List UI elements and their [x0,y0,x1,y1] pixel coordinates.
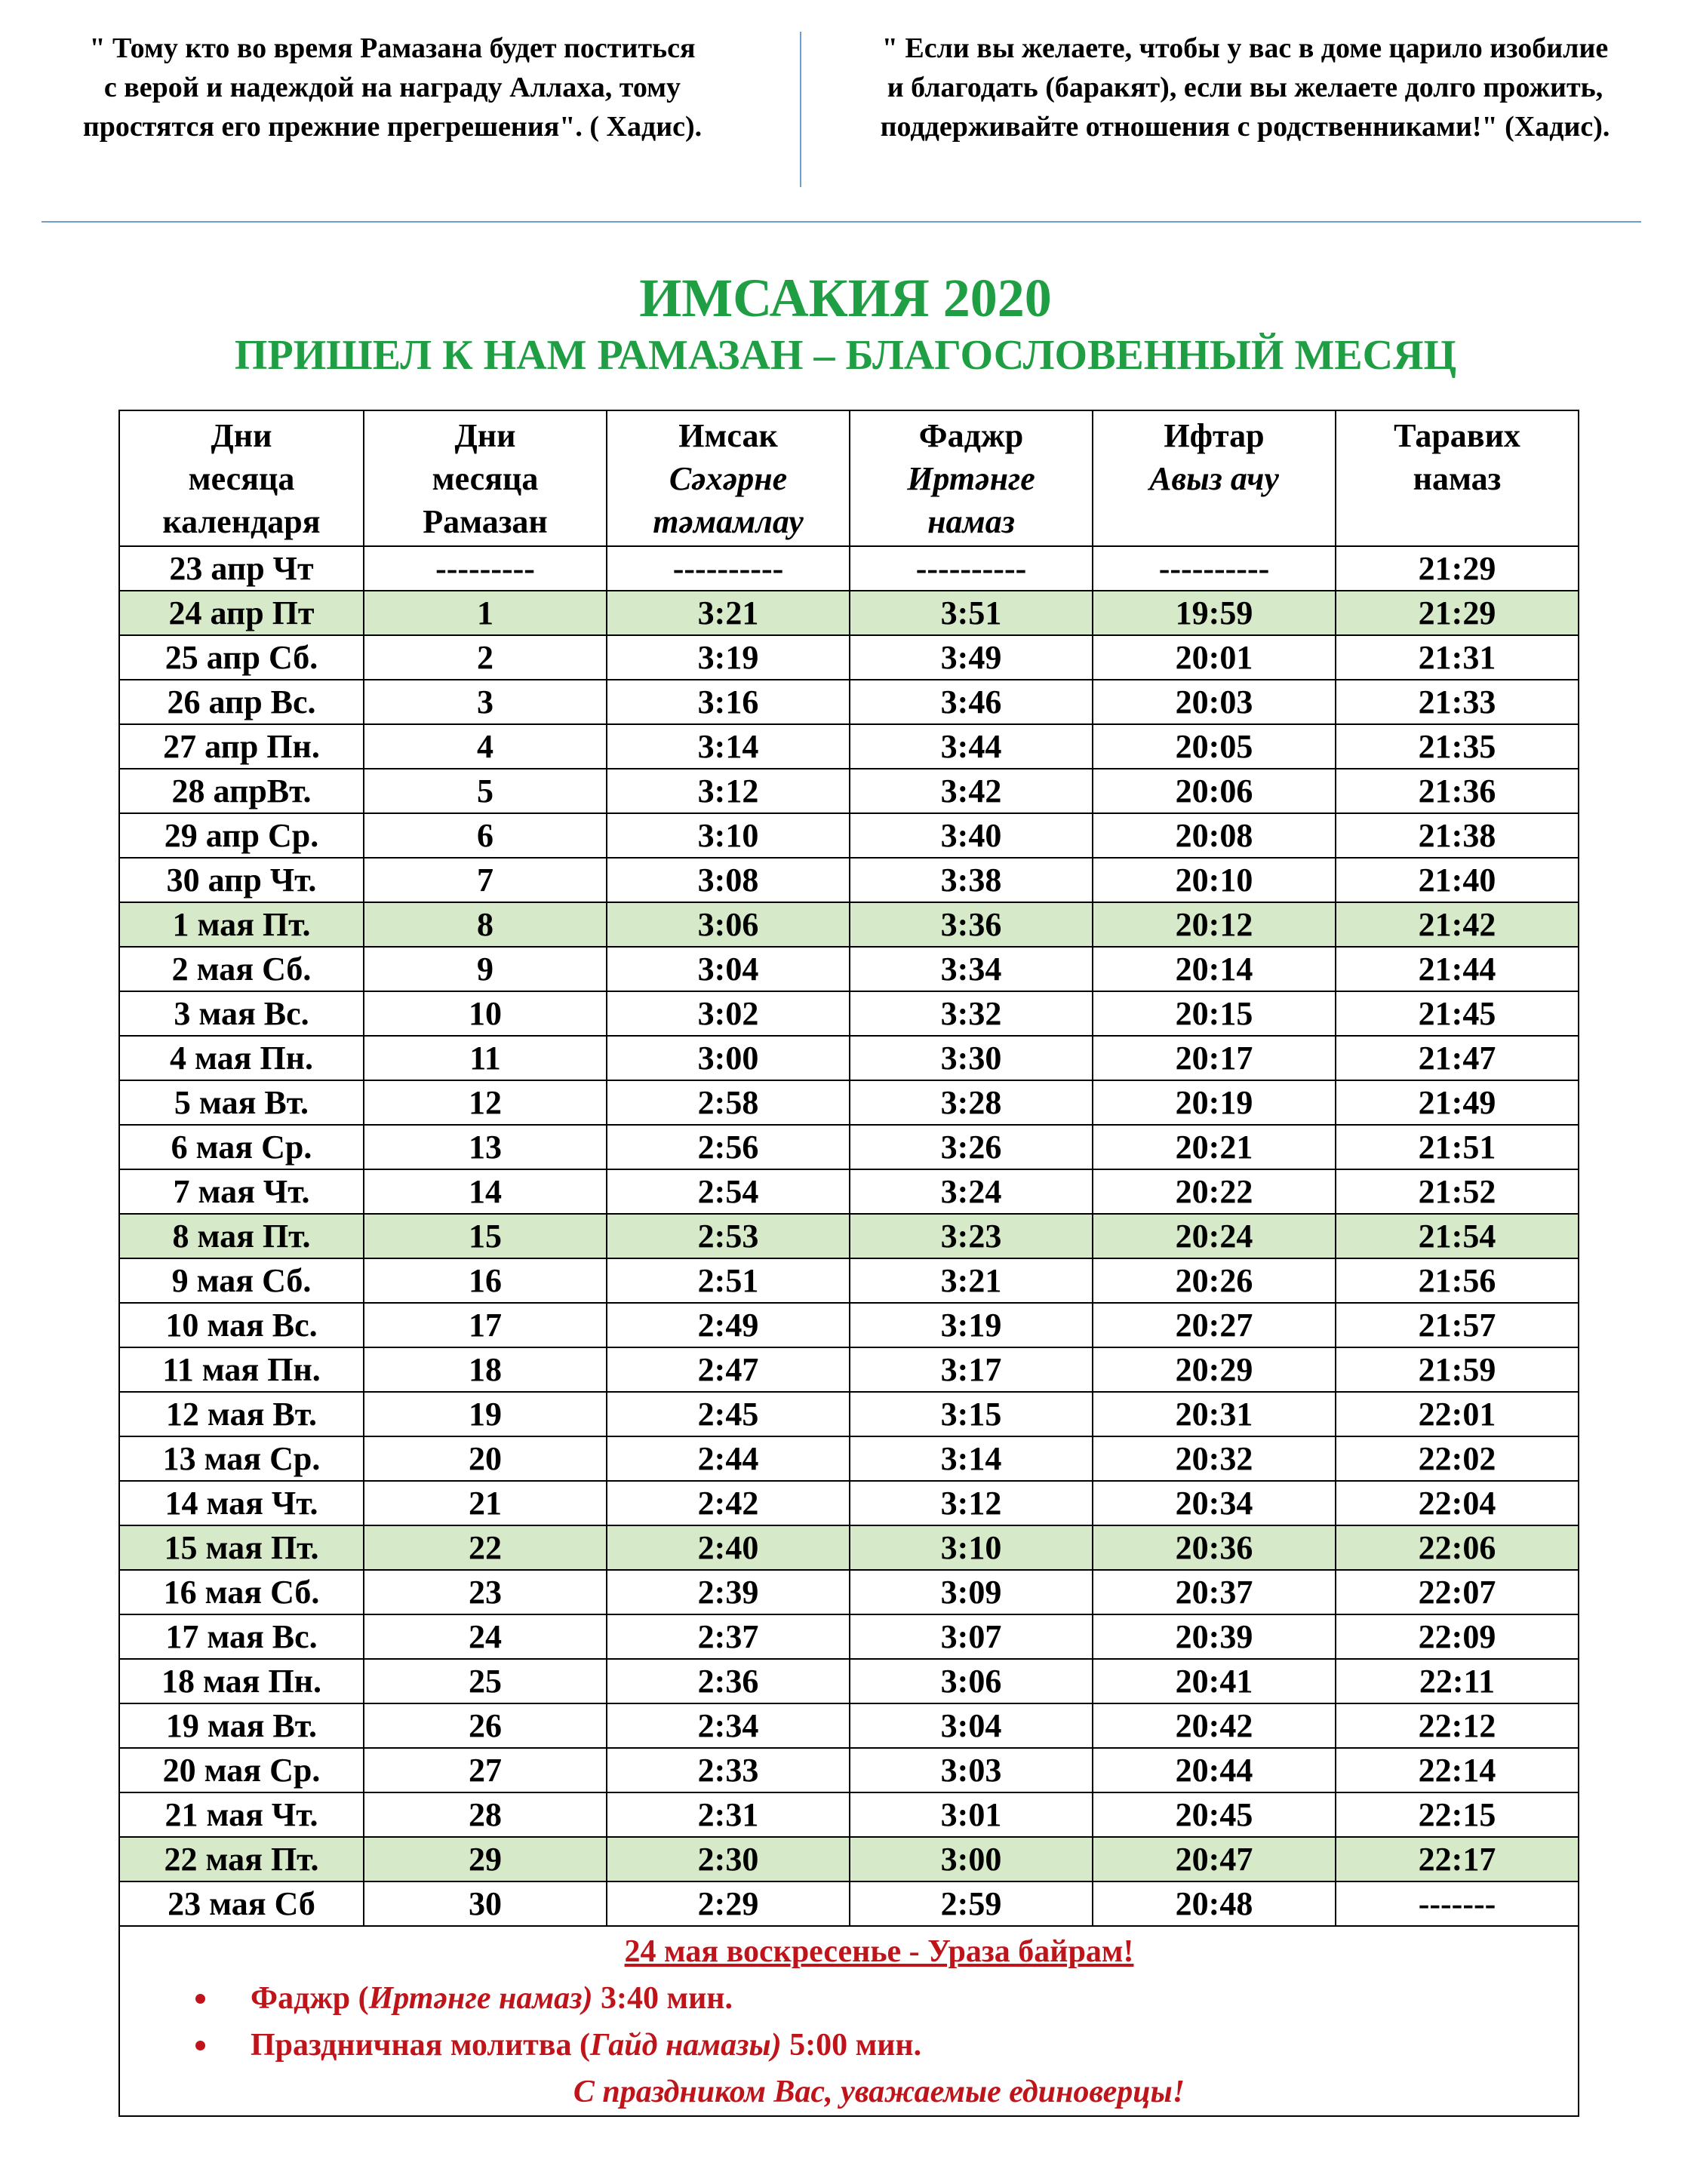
table-row [119,769,1579,813]
header-sub-line: намаз [927,503,1015,540]
fajr-cell: 2:59 [850,1881,1093,1926]
schedule-body [119,546,1579,1926]
ramadan-day-cell: 23 [364,1570,607,1614]
fajr-cell: 3:03 [850,1748,1093,1792]
fajr-cell: 3:51 [850,591,1093,635]
taraweeh-cell: 21:31 [1336,635,1579,680]
imsak-cell: 2:58 [607,1080,850,1125]
fajr-bullet [195,1975,1578,2022]
iftar-cell: 20:36 [1093,1525,1336,1570]
imsak-cell: 2:33 [607,1748,850,1792]
imsak-cell: ---------- [607,546,850,591]
date-cell: 23 апр Чт [119,546,364,591]
greeting: С праздником Вас, уважаемые единоверцы! [573,2075,1185,2109]
ramadan-day-cell: 5 [364,769,607,813]
iftar-cell: 20:39 [1093,1614,1336,1659]
header-line: Фаджр [918,417,1024,454]
imsak-cell: 2:56 [607,1125,850,1169]
date-cell: 22 мая Пт. [119,1837,364,1881]
bullet-icon [195,1994,205,2004]
fajr-cell: 3:01 [850,1792,1093,1837]
iftar-cell: 20:19 [1093,1080,1336,1125]
prayer-bullet [195,2022,1578,2069]
taraweeh-cell: 22:04 [1336,1481,1579,1525]
fajr-cell: 3:36 [850,902,1093,947]
date-cell: 3 мая Вс. [119,991,364,1036]
ramadan-day-cell: 6 [364,813,607,858]
vertical-divider [800,32,801,187]
table-row [119,1125,1579,1169]
fajr-cell: 3:19 [850,1303,1093,1347]
table-row [119,858,1579,902]
date-cell: 21 мая Чт. [119,1792,364,1837]
header-line: Дни [454,417,516,454]
table-row [119,591,1579,635]
date-cell: 19 мая Вт. [119,1703,364,1748]
table-row [119,1703,1579,1748]
iftar-cell: 20:42 [1093,1703,1336,1748]
table-row [119,1392,1579,1436]
fajr-cell: 3:26 [850,1125,1093,1169]
table-row [119,680,1579,724]
ramadan-day-cell: 21 [364,1481,607,1525]
ramadan-day-cell: 22 [364,1525,607,1570]
fajr-cell: 3:06 [850,1659,1093,1703]
taraweeh-cell: 22:02 [1336,1436,1579,1481]
imsak-cell: 2:42 [607,1481,850,1525]
taraweeh-cell: 22:07 [1336,1570,1579,1614]
taraweeh-cell: 22:14 [1336,1748,1579,1792]
fajr-cell: 3:00 [850,1837,1093,1881]
taraweeh-cell: 21:49 [1336,1080,1579,1125]
ramadan-day-cell: 8 [364,902,607,947]
fajr-cell: 3:34 [850,947,1093,991]
fajr-text: Фаджр (Иртәнге намаз) 3:40 мин. [251,1981,733,2016]
taraweeh-cell: 21:56 [1336,1258,1579,1303]
ramadan-day-cell: 3 [364,680,607,724]
imsak-cell: 2:54 [607,1169,850,1214]
iftar-cell: ---------- [1093,546,1336,591]
date-cell: 1 мая Пт. [119,902,364,947]
date-cell: 18 мая Пн. [119,1659,364,1703]
imsak-cell: 2:39 [607,1570,850,1614]
date-cell: 6 мая Ср. [119,1125,364,1169]
iftar-cell: 20:06 [1093,769,1336,813]
ramadan-day-cell: 10 [364,991,607,1036]
header-ramadan-day [364,410,607,546]
fajr-cell: 3:17 [850,1347,1093,1392]
fajr-cell: 3:44 [850,724,1093,769]
ramadan-day-cell: 20 [364,1436,607,1481]
imsak-cell: 2:53 [607,1214,850,1258]
iftar-cell: 20:26 [1093,1258,1336,1303]
iftar-cell: 20:03 [1093,680,1336,724]
taraweeh-cell: 21:38 [1336,813,1579,858]
header-sub-line: Сәхәрне [669,460,788,497]
table-row [119,902,1579,947]
imsak-cell: 3:08 [607,858,850,902]
fajr-cell: 3:07 [850,1614,1093,1659]
imsak-cell: 3:10 [607,813,850,858]
ramadan-day-cell: 13 [364,1125,607,1169]
table-row [119,1347,1579,1392]
taraweeh-cell: 22:11 [1336,1659,1579,1703]
taraweeh-cell: 22:17 [1336,1837,1579,1881]
iftar-cell: 20:14 [1093,947,1336,991]
ramadan-day-cell: 19 [364,1392,607,1436]
date-cell: 15 мая Пт. [119,1525,364,1570]
prayer-text: Праздничная молитва (Гайд намазы) 5:00 мин. [251,2028,922,2063]
date-cell: 16 мая Сб. [119,1570,364,1614]
ramadan-day-cell: 15 [364,1214,607,1258]
iftar-cell: 20:27 [1093,1303,1336,1347]
table-row [119,546,1579,591]
date-cell: 17 мая Вс. [119,1614,364,1659]
imsak-cell: 2:31 [607,1792,850,1837]
imsak-cell: 2:44 [607,1436,850,1481]
fajr-cell: 3:28 [850,1080,1093,1125]
taraweeh-cell: 22:12 [1336,1703,1579,1748]
date-cell: 8 мая Пт. [119,1214,364,1258]
imsak-cell: 2:34 [607,1703,850,1748]
ramadan-day-cell: 17 [364,1303,607,1347]
quote-left-line: простятся его прежние прегрешения". ( Хадис). [82,111,703,143]
imsak-cell: 2:40 [607,1525,850,1570]
taraweeh-cell: 21:52 [1336,1169,1579,1214]
date-cell: 9 мая Сб. [119,1258,364,1303]
fajr-cell: 3:09 [850,1570,1093,1614]
iftar-cell: 20:12 [1093,902,1336,947]
iftar-cell: 20:48 [1093,1881,1336,1926]
fajr-cell: 3:12 [850,1481,1093,1525]
quote-left-line: " Тому кто во время Рамазана будет поститься [89,32,696,64]
quote-right-line: и благодать (баракят), если вы желаете долго прожить, [887,72,1603,103]
table-row [119,1570,1579,1614]
table-row [119,1436,1579,1481]
date-cell: 23 мая Сб [119,1881,364,1926]
fajr-cell: 3:40 [850,813,1093,858]
imsak-cell: 2:51 [607,1258,850,1303]
taraweeh-cell: 21:33 [1336,680,1579,724]
date-cell: 4 мая Пн. [119,1036,364,1080]
fajr-cell: 3:23 [850,1214,1093,1258]
date-cell: 14 мая Чт. [119,1481,364,1525]
table-row [119,813,1579,858]
header-calendar-day [119,410,364,546]
iftar-cell: 20:29 [1093,1347,1336,1392]
taraweeh-cell: 21:45 [1336,991,1579,1036]
fajr-cell: 3:10 [850,1525,1093,1570]
date-cell: 24 апр Пт [119,591,364,635]
fajr-cell: 3:38 [850,858,1093,902]
fajr-cell: 3:32 [850,991,1093,1036]
date-cell: 28 апрВт. [119,769,364,813]
table-row [119,1525,1579,1570]
taraweeh-cell: 22:09 [1336,1614,1579,1659]
imsak-cell: 3:14 [607,724,850,769]
table-row [119,947,1579,991]
date-cell: 12 мая Вт. [119,1392,364,1436]
date-cell: 27 апр Пн. [119,724,364,769]
fajr-cell: 3:21 [850,1258,1093,1303]
table-row [119,1614,1579,1659]
taraweeh-cell: 22:06 [1336,1525,1579,1570]
iftar-cell: 20:37 [1093,1570,1336,1614]
ramadan-day-cell: 2 [364,635,607,680]
iftar-cell: 20:32 [1093,1436,1336,1481]
table-row [119,1748,1579,1792]
imsak-cell: 3:21 [607,591,850,635]
taraweeh-cell: 21:59 [1336,1347,1579,1392]
iftar-cell: 20:15 [1093,991,1336,1036]
date-cell: 13 мая Ср. [119,1436,364,1481]
header-iftar [1093,410,1336,546]
taraweeh-cell: 21:29 [1336,546,1579,591]
taraweeh-cell: 21:47 [1336,1036,1579,1080]
iftar-cell: 20:22 [1093,1169,1336,1214]
iftar-cell: 20:08 [1093,813,1336,858]
fajr-cell: 3:30 [850,1036,1093,1080]
iftar-cell: 20:34 [1093,1481,1336,1525]
quote-right-line: поддерживайте отношения с родственниками!" (Хадис). [880,111,1610,143]
ramadan-day-cell: 29 [364,1837,607,1881]
header-line: Дни [211,417,272,454]
imsak-cell: 3:02 [607,991,850,1036]
imsak-cell: 3:00 [607,1036,850,1080]
ramadan-day-cell: --------- [364,546,607,591]
date-cell: 29 апр Ср. [119,813,364,858]
date-cell: 20 мая Ср. [119,1748,364,1792]
ramadan-day-cell: 26 [364,1703,607,1748]
header-line: намаз [1413,460,1502,497]
fajr-cell: 3:49 [850,635,1093,680]
date-cell: 26 апр Вс. [119,680,364,724]
iftar-cell: 20:01 [1093,635,1336,680]
quote-left-line: с верой и надеждой на награду Аллаха, тому [103,72,681,103]
taraweeh-cell: 21:36 [1336,769,1579,813]
taraweeh-cell: 21:54 [1336,1214,1579,1258]
iftar-cell: 20:21 [1093,1125,1336,1169]
header-taraweeh [1336,410,1579,546]
header-sub-line: тәмамлау [653,503,804,540]
imsak-cell: 3:06 [607,902,850,947]
ramadan-day-cell: 9 [364,947,607,991]
ramadan-day-cell: 18 [364,1347,607,1392]
bayram-announcement: 24 мая воскресенье - Ураза байрам! [624,1934,1134,1969]
iftar-cell: 20:31 [1093,1392,1336,1436]
fajr-cell: 3:04 [850,1703,1093,1748]
table-row [119,1881,1579,1926]
ramadan-day-cell: 28 [364,1792,607,1837]
header-sub-line: Иртәнге [907,460,1035,497]
imsak-cell: 2:36 [607,1659,850,1703]
taraweeh-cell: 22:15 [1336,1792,1579,1837]
imsak-cell: 3:12 [607,769,850,813]
ramadan-day-cell: 7 [364,858,607,902]
table-row [119,1080,1579,1125]
imsak-cell: 3:04 [607,947,850,991]
header-line: месяца [432,460,539,497]
bullet-icon [195,2041,205,2050]
quote-right [830,29,1660,146]
taraweeh-cell: 21:57 [1336,1303,1579,1347]
ramadan-day-cell: 24 [364,1614,607,1659]
taraweeh-cell: 21:29 [1336,591,1579,635]
ramadan-day-cell: 27 [364,1748,607,1792]
footer-row [119,1926,1579,2116]
horizontal-divider [42,221,1641,223]
imsak-cell: 2:47 [607,1347,850,1392]
ramadan-day-cell: 25 [364,1659,607,1703]
page-subtitle: ПРИШЕЛ К НАМ РАМАЗАН – БЛАГОСЛОВЕННЫЙ МЕСЯЦ [234,332,1457,379]
imsak-cell: 2:45 [607,1392,850,1436]
iftar-cell: 19:59 [1093,591,1336,635]
header-line: месяца [188,460,295,497]
header-line: Рамазан [423,503,548,540]
table-row [119,1837,1579,1881]
table-row [119,635,1579,680]
ramadan-day-cell: 4 [364,724,607,769]
imsak-cell: 3:16 [607,680,850,724]
taraweeh-cell: 21:44 [1336,947,1579,991]
taraweeh-cell: 21:51 [1336,1125,1579,1169]
quote-left [42,29,743,146]
table-row [119,991,1579,1036]
taraweeh-cell: 21:35 [1336,724,1579,769]
ramadan-day-cell: 12 [364,1080,607,1125]
date-cell: 11 мая Пн. [119,1347,364,1392]
header-imsak [607,410,850,546]
iftar-cell: 20:44 [1093,1748,1336,1792]
page-title: ИМСАКИЯ 2020 [639,268,1052,328]
header-row [119,410,1579,546]
header-line: Таравих [1394,417,1520,454]
iftar-cell: 20:05 [1093,724,1336,769]
iftar-cell: 20:10 [1093,858,1336,902]
table-row [119,1659,1579,1703]
iftar-cell: 20:47 [1093,1837,1336,1881]
ramadan-day-cell: 16 [364,1258,607,1303]
taraweeh-cell: 21:40 [1336,858,1579,902]
fajr-cell: 3:46 [850,680,1093,724]
table-row [119,1303,1579,1347]
ramadan-day-cell: 11 [364,1036,607,1080]
header-line: Ифтар [1164,417,1265,454]
taraweeh-cell: ------- [1336,1881,1579,1926]
table-row [119,1258,1579,1303]
imsak-cell: 2:29 [607,1881,850,1926]
fajr-cell: 3:14 [850,1436,1093,1481]
header-fajr [850,410,1093,546]
table-row [119,1481,1579,1525]
ramadan-day-cell: 14 [364,1169,607,1214]
date-cell: 25 апр Сб. [119,635,364,680]
imsak-cell: 2:49 [607,1303,850,1347]
quote-right-line: " Если вы желаете, чтобы у вас в доме царило изобилие [881,32,1609,64]
date-cell: 30 апр Чт. [119,858,364,902]
date-cell: 2 мая Сб. [119,947,364,991]
fajr-cell: 3:42 [850,769,1093,813]
table-row [119,724,1579,769]
taraweeh-cell: 21:42 [1336,902,1579,947]
ramadan-day-cell: 30 [364,1881,607,1926]
table-row [119,1169,1579,1214]
date-cell: 10 мая Вс. [119,1303,364,1347]
imsak-cell: 2:37 [607,1614,850,1659]
header-line: Имсак [678,417,778,454]
iftar-cell: 20:41 [1093,1659,1336,1703]
fajr-cell: 3:15 [850,1392,1093,1436]
header-sub-line: Авыз ачу [1149,460,1279,497]
table-row [119,1036,1579,1080]
date-cell: 5 мая Вт. [119,1080,364,1125]
fajr-cell: 3:24 [850,1169,1093,1214]
imsak-cell: 3:19 [607,635,850,680]
iftar-cell: 20:17 [1093,1036,1336,1080]
date-cell: 7 мая Чт. [119,1169,364,1214]
iftar-cell: 20:45 [1093,1792,1336,1837]
schedule-table [118,410,1579,2117]
fajr-cell: ---------- [850,546,1093,591]
taraweeh-cell: 22:01 [1336,1392,1579,1436]
imsak-cell: 2:30 [607,1837,850,1881]
table-row [119,1792,1579,1837]
footer-cell [119,1926,1579,2116]
header-line: календаря [162,503,321,540]
ramadan-day-cell: 1 [364,591,607,635]
iftar-cell: 20:24 [1093,1214,1336,1258]
table-row [119,1214,1579,1258]
